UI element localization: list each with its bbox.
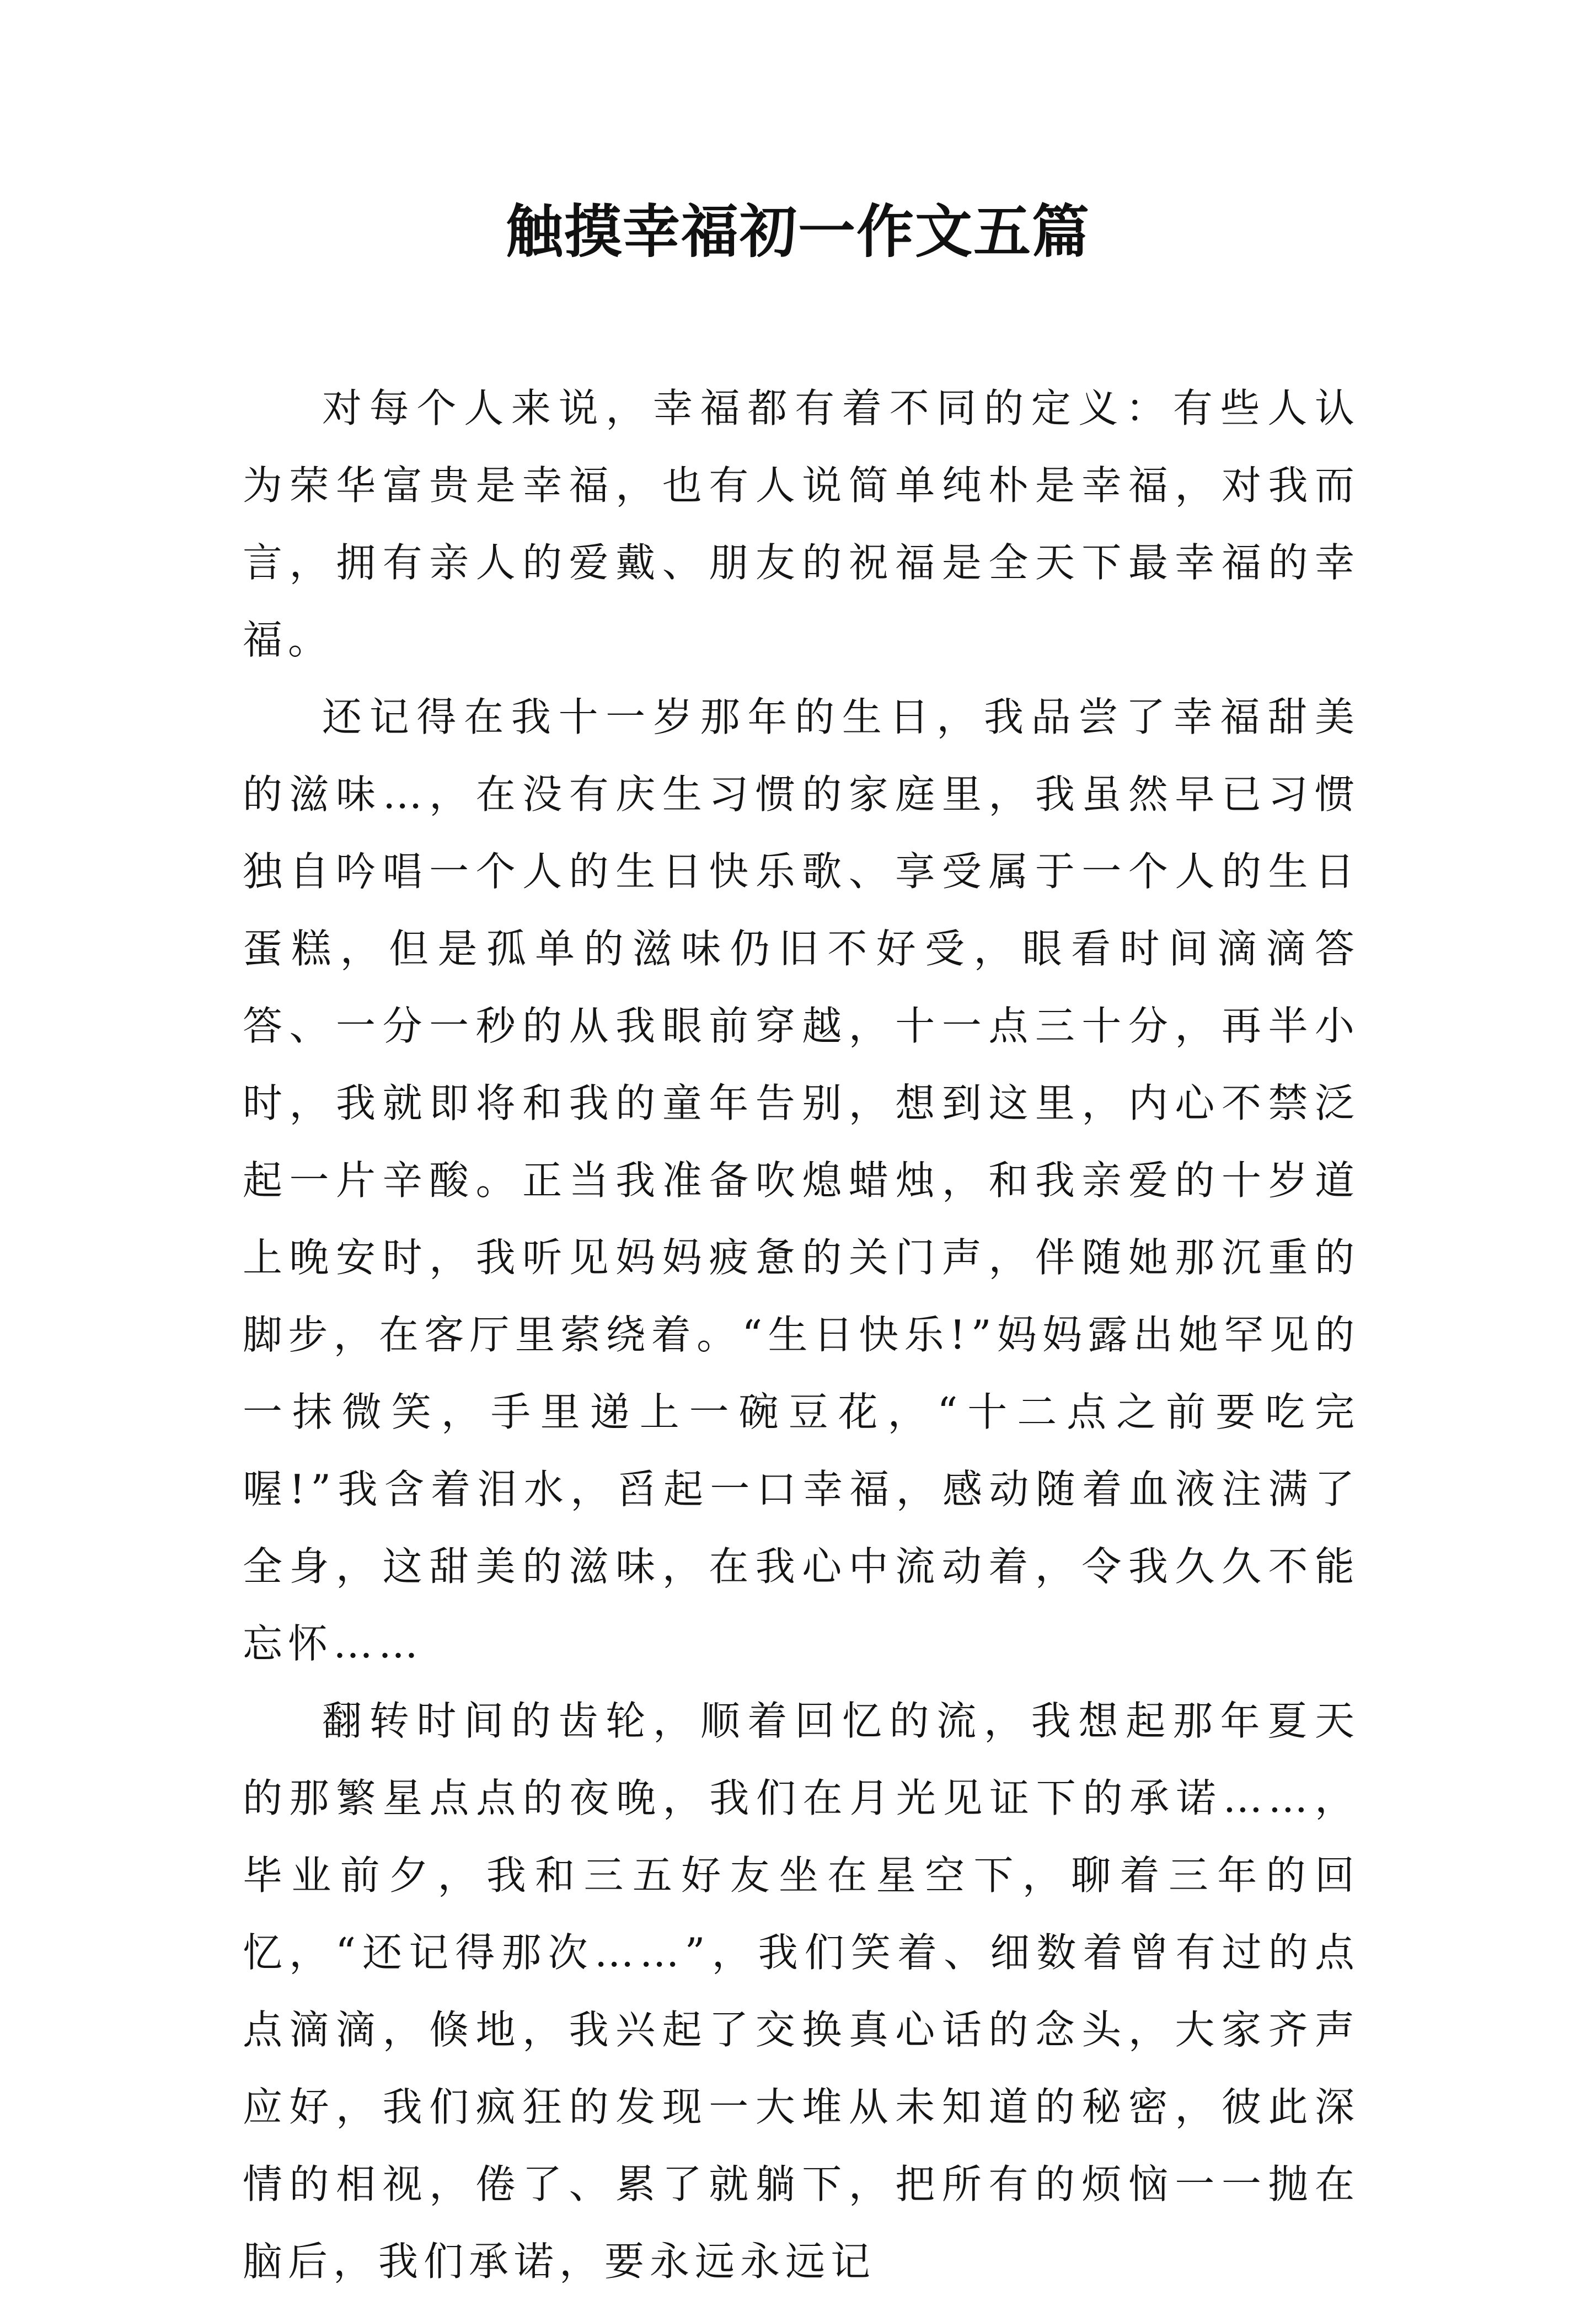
paragraph-2: 还记得在我十一岁那年的生日，我品尝了幸福甜美的滋味…，在没有庆生习惯的家庭里，我虽然早已习惯独自吟唱一个人的生日快乐歌、享受属于一个人的生日蛋糕，但是孤单的滋味仍旧不好受，眼看时间滴滴答答、一分一秒的从我眼前穿越，十一点三十分，再半小时，我就即将和我的童年告别，想到这里，内心不禁泛起一片辛酸。正当我准备吹熄蜡烛，和我亲爱的十岁道上晚安时，我听见妈妈疲惫的关门声，伴随她那沉重的脚步，在客厅里萦绕着。“生日快乐!”妈妈露出她罕见的一抹微笑，手里递上一碗豆花，“十二点之前要吃完喔!”我含着泪水，舀起一口幸福，感动随着血液注满了全身，这甜美的滋味，在我心中流动着，令我久久不能忘怀…… [243, 694, 1360, 1667]
document-body [243, 370, 1360, 2300]
document-title: 触摸幸福初一作文五篇 [505, 197, 1090, 265]
paragraph-1: 对每个人来说，幸福都有着不同的定义：有些人认为荣华富贵是幸福，也有人说简单纯朴是幸福，对我而言，拥有亲人的爱戴、朋友的祝福是全天下最幸福的幸福。 [243, 385, 1360, 663]
paragraph-3: 翻转时间的齿轮，顺着回忆的流，我想起那年夏天的那繁星点点的夜晚，我们在月光见证下的承诺……，毕业前夕，我和三五好友坐在星空下，聊着三年的回忆，“还记得那次……”，我们笑着、细数着曾有过的点点滴滴，倏地，我兴起了交换真心话的念头，大家齐声应好，我们疯狂的发现一大堆从未知道的秘密，彼此深情的相视，倦了、累了就躺下，把所有的烦恼一一抛在脑后，我们承诺，要永远永远记 [243, 1698, 1360, 2285]
